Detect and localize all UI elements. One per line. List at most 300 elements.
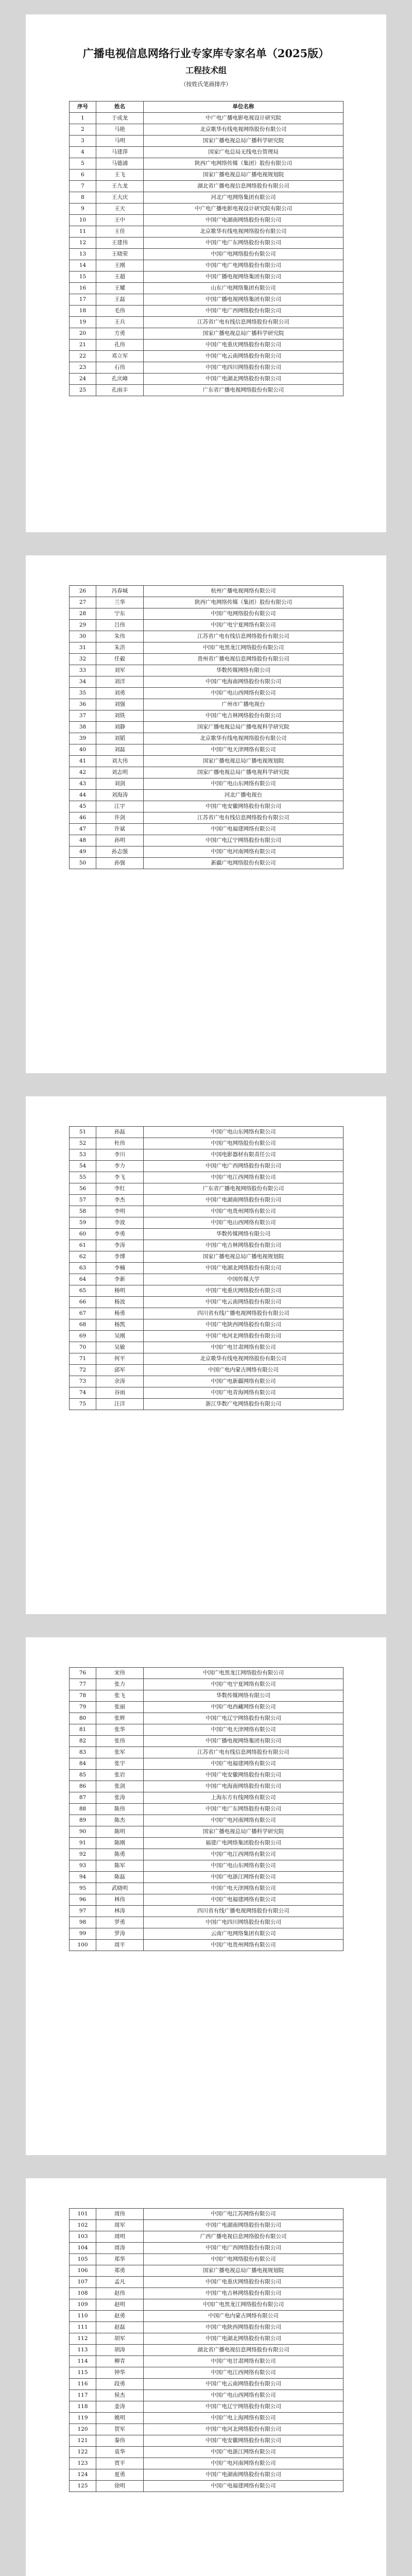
row-index: 104 — [70, 2243, 96, 2254]
table-row — [70, 1906, 344, 1917]
row-index: 24 — [70, 374, 96, 385]
expert-name: 张涛 — [96, 1792, 144, 1804]
expert-name: 李博 — [96, 1251, 144, 1263]
table-row — [70, 226, 344, 238]
row-index: 88 — [70, 1804, 96, 1815]
row-index: 98 — [70, 1917, 96, 1928]
expert-name: 王建伟 — [96, 238, 144, 249]
row-index: 9 — [70, 204, 96, 215]
row-index: 92 — [70, 1849, 96, 1860]
table-row — [70, 1297, 344, 1308]
organization-name: 中国广电安徽网络股份有限公司 — [144, 801, 344, 812]
organization-name: 国家广播电视总局广播科学研究院 — [144, 328, 344, 340]
organization-name: 华数传媒网络有限公司 — [144, 1229, 344, 1240]
table-row — [70, 1172, 344, 1183]
index-column-header: 序号 — [70, 101, 96, 113]
organization-name: 国家广播电视总局广播科学研究院 — [144, 135, 344, 147]
table-row — [70, 676, 344, 688]
table-row — [70, 790, 344, 801]
organization-name: 中国广电天津网络有限公司 — [144, 744, 344, 756]
organization-name: 四川省有线广播电视网络股份有限公司 — [144, 1308, 344, 1319]
table-row — [70, 2265, 344, 2277]
organization-name: 上海东方有线网络有限公司 — [144, 1792, 344, 1804]
table-row — [70, 1353, 344, 1365]
table-row — [70, 801, 344, 812]
organization-name: 中国广电贵州网络有限公司 — [144, 1206, 344, 1217]
organization-name: 华数传媒网络有限公司 — [144, 665, 344, 676]
row-index: 125 — [70, 2481, 96, 2492]
organization-name: 中国广播电视网络集团有限公司 — [144, 272, 344, 283]
organization-name: 中国广电宁夏网络有限公司 — [144, 620, 344, 631]
row-index: 59 — [70, 1217, 96, 1229]
table-row — [70, 272, 344, 283]
expert-name: 刘韬 — [96, 733, 144, 744]
row-index: 14 — [70, 260, 96, 272]
table-row — [70, 238, 344, 249]
table-row — [70, 1713, 344, 1724]
row-index: 89 — [70, 1815, 96, 1826]
expert-name: 王佳 — [96, 226, 144, 238]
organization-name: 中国广电陕西网络股份有限公司 — [144, 1319, 344, 1331]
expert-name: 贺军 — [96, 2424, 144, 2435]
expert-name: 罗涛 — [96, 1928, 144, 1940]
row-index: 17 — [70, 294, 96, 306]
organization-name: 中国广电云南网络股份有限公司 — [144, 1297, 344, 1308]
document-page-1 — [26, 14, 386, 532]
expert-name: 刘洋 — [96, 676, 144, 688]
expert-name: 赵伟 — [96, 2288, 144, 2299]
expert-name: 李川 — [96, 1149, 144, 1161]
expert-name: 李红 — [96, 1183, 144, 1195]
expert-name: 余涛 — [96, 1376, 144, 1387]
organization-name: 北京歌华有线电视网络股份有限公司 — [144, 226, 344, 238]
row-index: 56 — [70, 1183, 96, 1195]
organization-name: 中国广电网络股份有限公司 — [144, 1138, 344, 1149]
row-index: 85 — [70, 1770, 96, 1781]
table-row — [70, 1376, 344, 1387]
organization-name: 中国广电广西网络股份有限公司 — [144, 306, 344, 317]
table-row — [70, 812, 344, 824]
expert-name: 吕伟 — [96, 620, 144, 631]
expert-name: 夏勇 — [96, 2469, 144, 2481]
organization-name: 江苏省广电有线信息网络股份有限公司 — [144, 812, 344, 824]
row-index: 121 — [70, 2435, 96, 2447]
table-row — [70, 586, 344, 597]
organization-name: 中国广电安徽网络股份有限公司 — [144, 2435, 344, 2447]
expert-name: 李楠 — [96, 1263, 144, 1274]
table-row — [70, 1308, 344, 1319]
table-row — [70, 158, 344, 170]
organization-name: 中国广电广东网络股份有限公司 — [144, 1804, 344, 1815]
table-row — [70, 1285, 344, 1297]
table-row — [70, 744, 344, 756]
expert-name: 马建萍 — [96, 147, 144, 158]
table-row — [70, 362, 344, 374]
row-index: 103 — [70, 2231, 96, 2243]
table-row — [70, 722, 344, 733]
expert-name: 武晓明 — [96, 1883, 144, 1894]
expert-name: 钟华 — [96, 2367, 144, 2379]
table-row — [70, 2469, 344, 2481]
row-index: 45 — [70, 801, 96, 812]
organization-name: 中国广电重庆网络股份有限公司 — [144, 2277, 344, 2288]
row-index: 51 — [70, 1127, 96, 1138]
row-index: 95 — [70, 1883, 96, 1894]
expert-name: 张飞 — [96, 1690, 144, 1702]
expert-name: 陈杰 — [96, 1815, 144, 1826]
organization-name: 中国广电重庆网络股份有限公司 — [144, 1285, 344, 1297]
row-index: 49 — [70, 846, 96, 858]
expert-name: 林伟 — [96, 1894, 144, 1906]
row-index: 6 — [70, 170, 96, 181]
row-index: 82 — [70, 1736, 96, 1747]
expert-name: 李勇 — [96, 1229, 144, 1240]
table-row — [70, 2220, 344, 2231]
table-row — [70, 1668, 344, 1679]
expert-name: 何平 — [96, 1353, 144, 1365]
expert-name: 邓立军 — [96, 351, 144, 362]
table-row — [70, 2231, 344, 2243]
organization-name: 中国广电江苏网络有限公司 — [144, 2209, 344, 2220]
organization-name: 中国广电福建网络有限公司 — [144, 1894, 344, 1906]
table-row — [70, 2209, 344, 2220]
organization-name: 中国广电河南网络有限公司 — [144, 1815, 344, 1826]
expert-name: 毛伟 — [96, 306, 144, 317]
expert-name: 李涛 — [96, 1240, 144, 1251]
table-row — [70, 858, 344, 869]
expert-name: 陈勇 — [96, 1849, 144, 1860]
organization-name: 中国广电湖北网络股份有限公司 — [144, 374, 344, 385]
organization-name: 国家广播电视总局广播电视科学研究院 — [144, 722, 344, 733]
table-row — [70, 1894, 344, 1906]
table-row — [70, 1928, 344, 1940]
organization-name: 杭州广播电视网络有限公司 — [144, 586, 344, 597]
table-row — [70, 733, 344, 744]
organization-name: 中国广电湖南网络股份有限公司 — [144, 2469, 344, 2481]
organization-name: 中国广电河北网络股份有限公司 — [144, 2424, 344, 2435]
table-row — [70, 835, 344, 846]
organization-name: 中国广电内蒙古网络有限公司 — [144, 2311, 344, 2322]
row-index: 76 — [70, 1668, 96, 1679]
organization-name: 中国广电福建网络有限公司 — [144, 824, 344, 835]
table-row — [70, 1747, 344, 1758]
table-row — [70, 597, 344, 608]
expert-name: 吴敏 — [96, 1342, 144, 1353]
row-index: 33 — [70, 665, 96, 676]
table-row — [70, 306, 344, 317]
expert-name: 谷雨 — [96, 1387, 144, 1399]
row-index: 16 — [70, 283, 96, 294]
table-row — [70, 2322, 344, 2333]
table-row — [70, 147, 344, 158]
expert-name: 张华 — [96, 1724, 144, 1736]
row-index: 53 — [70, 1149, 96, 1161]
row-index: 120 — [70, 2424, 96, 2435]
table-row — [70, 665, 344, 676]
row-index: 107 — [70, 2277, 96, 2288]
row-index: 117 — [70, 2390, 96, 2401]
expert-name: 王刚 — [96, 260, 144, 272]
row-index: 108 — [70, 2288, 96, 2299]
table-row — [70, 2288, 344, 2299]
row-index: 50 — [70, 858, 96, 869]
organization-name: 中国电影器材有限责任公司 — [144, 1149, 344, 1161]
organization-name: 华数传媒网络有限公司 — [144, 1690, 344, 1702]
table-row — [70, 1860, 344, 1872]
document-page-5 — [26, 2178, 386, 2576]
row-index: 52 — [70, 1138, 96, 1149]
expert-name: 杜伟 — [96, 1138, 144, 1149]
organization-name: 北京歌华有线电视网络股份有限公司 — [144, 124, 344, 135]
organization-name: 中国广电新疆网络有限公司 — [144, 1376, 344, 1387]
table-row — [70, 2447, 344, 2458]
expert-name: 王中 — [96, 215, 144, 226]
expert-table — [69, 2208, 344, 2492]
row-index: 73 — [70, 1376, 96, 1387]
table-row — [70, 2254, 344, 2265]
organization-name: 中国广电浙江网络有限公司 — [144, 1872, 344, 1883]
expert-name: 徐明 — [96, 2481, 144, 2492]
organization-name: 中国广电青海网络有限公司 — [144, 1387, 344, 1399]
row-index: 48 — [70, 835, 96, 846]
table-row — [70, 1872, 344, 1883]
organization-name: 中国广电辽宁网络股份有限公司 — [144, 2401, 344, 2413]
row-index: 15 — [70, 272, 96, 283]
row-index: 34 — [70, 676, 96, 688]
expert-name: 贾平 — [96, 2458, 144, 2469]
expert-name: 姜涛 — [96, 2401, 144, 2413]
expert-name: 李新 — [96, 1274, 144, 1285]
organization-name: 中国广电辽宁网络股份有限公司 — [144, 835, 344, 846]
expert-name: 吴刚 — [96, 1331, 144, 1342]
table-row — [70, 124, 344, 135]
expert-name: 兰华 — [96, 597, 144, 608]
row-index: 84 — [70, 1758, 96, 1770]
expert-name: 江宇 — [96, 801, 144, 812]
row-index: 19 — [70, 317, 96, 328]
row-index: 66 — [70, 1297, 96, 1308]
table-row — [70, 215, 344, 226]
organization-name: 国家广播电视总局广播科学研究院 — [144, 1826, 344, 1838]
organization-name: 湖北省广播电视信息网络股份有限公司 — [144, 2345, 344, 2356]
row-index: 83 — [70, 1747, 96, 1758]
organization-name: 中国广电江西网络有限公司 — [144, 1849, 344, 1860]
row-index: 80 — [70, 1713, 96, 1724]
row-index: 123 — [70, 2458, 96, 2469]
table-row — [70, 2435, 344, 2447]
table-row — [70, 778, 344, 790]
table-row — [70, 1161, 344, 1172]
organization-name: 中国广电湖南网络股份有限公司 — [144, 2220, 344, 2231]
expert-name: 刘剑 — [96, 778, 144, 790]
expert-name: 段勇 — [96, 2379, 144, 2390]
row-index: 114 — [70, 2356, 96, 2367]
row-index: 26 — [70, 586, 96, 597]
organization-name: 国家广播电视总局广播电视规划院 — [144, 170, 344, 181]
table-row — [70, 846, 344, 858]
expert-name: 陈刚 — [96, 1838, 144, 1849]
row-index: 110 — [70, 2311, 96, 2322]
organization-name: 江苏省广电有线信息网络股份有限公司 — [144, 1747, 344, 1758]
org-column-header: 单位名称 — [144, 101, 344, 113]
document-page-3 — [26, 1096, 386, 1614]
row-index: 119 — [70, 2413, 96, 2424]
organization-name: 中国广电广西网络股份有限公司 — [144, 1161, 344, 1172]
table-row — [70, 688, 344, 699]
row-index: 81 — [70, 1724, 96, 1736]
table-row — [70, 1365, 344, 1376]
expert-name: 李杰 — [96, 1195, 144, 1206]
table-row — [70, 2277, 344, 2288]
organization-name: 陕西广电网络传媒（集团）股份有限公司 — [144, 158, 344, 170]
table-row — [70, 1702, 344, 1713]
row-index: 21 — [70, 340, 96, 351]
expert-name: 刘铁 — [96, 710, 144, 722]
organization-name: 中国广电网络股份有限公司 — [144, 608, 344, 620]
expert-name: 陈明 — [96, 1826, 144, 1838]
expert-name: 赵勇 — [96, 2311, 144, 2322]
organization-name: 国家广播电视总局广播电视规划院 — [144, 756, 344, 767]
expert-name: 林涛 — [96, 1906, 144, 1917]
organization-name: 中国广电黑龙江网络股份有限公司 — [144, 1668, 344, 1679]
table-row — [70, 2379, 344, 2390]
table-row — [70, 1240, 344, 1251]
row-index: 41 — [70, 756, 96, 767]
expert-name: 刘强 — [96, 699, 144, 710]
row-index: 86 — [70, 1781, 96, 1792]
organization-name: 中国广电上海网络有限公司 — [144, 2413, 344, 2424]
row-index: 22 — [70, 351, 96, 362]
row-index: 55 — [70, 1172, 96, 1183]
row-index: 23 — [70, 362, 96, 374]
row-index: 102 — [70, 2220, 96, 2231]
table-row — [70, 204, 344, 215]
table-row — [70, 1217, 344, 1229]
organization-name: 中国广电天津网络有限公司 — [144, 1883, 344, 1894]
table-row — [70, 824, 344, 835]
organization-name: 山东广电网络集团有限公司 — [144, 283, 344, 294]
table-row — [70, 620, 344, 631]
row-index: 7 — [70, 181, 96, 192]
row-index: 44 — [70, 790, 96, 801]
row-index: 64 — [70, 1274, 96, 1285]
organization-name: 广东省广播电视网络股份有限公司 — [144, 385, 344, 396]
table-row — [70, 1758, 344, 1770]
organization-name: 中国广电甘肃网络有限公司 — [144, 2356, 344, 2367]
organization-name: 中国广电河南网络有限公司 — [144, 2458, 344, 2469]
expert-name: 刘志明 — [96, 767, 144, 778]
table-row — [70, 351, 344, 362]
row-index: 109 — [70, 2299, 96, 2311]
table-row — [70, 1940, 344, 1951]
organization-name: 中国广电内蒙古网络有限公司 — [144, 1365, 344, 1376]
table-row — [70, 1826, 344, 1838]
row-index: 77 — [70, 1679, 96, 1690]
expert-name: 许剑 — [96, 812, 144, 824]
expert-name: 周涛 — [96, 2243, 144, 2254]
expert-name: 罗勇 — [96, 1917, 144, 1928]
organization-name: 中国广电广东网络股份有限公司 — [144, 238, 344, 249]
organization-name: 国家广电总局无线电台管理局 — [144, 147, 344, 158]
expert-name: 胡涛 — [96, 2345, 144, 2356]
expert-name: 冯春城 — [96, 586, 144, 597]
document-title: 广播电视信息网络行业专家库专家名单（2025版） — [82, 47, 330, 60]
expert-name: 马明 — [96, 135, 144, 147]
organization-name: 中国广电西藏网络有限公司 — [144, 1702, 344, 1713]
table-row — [70, 1127, 344, 1138]
organization-name: 中国广电湖北网络股份有限公司 — [144, 2333, 344, 2345]
expert-name: 刘大伟 — [96, 756, 144, 767]
expert-name: 刘勇 — [96, 688, 144, 699]
section-title: 工程技术组 — [185, 65, 227, 75]
table-row — [70, 170, 344, 181]
expert-name: 宋伟 — [96, 1668, 144, 1679]
expert-name: 朱洪 — [96, 642, 144, 654]
expert-name: 于成龙 — [96, 113, 144, 124]
organization-name: 中国广电重庆网络股份有限公司 — [144, 340, 344, 351]
table-row — [70, 2458, 344, 2469]
table-row — [70, 631, 344, 642]
organization-name: 国家广播电视总局广播电视规划院 — [144, 1251, 344, 1263]
organization-name: 中国广电浙江网络有限公司 — [144, 2447, 344, 2458]
organization-name: 中国广电海南网络股份有限公司 — [144, 676, 344, 688]
expert-name: 方勇 — [96, 328, 144, 340]
table-row — [70, 767, 344, 778]
row-index: 27 — [70, 597, 96, 608]
expert-name: 李波 — [96, 1217, 144, 1229]
table-row — [70, 2333, 344, 2345]
expert-name: 石伟 — [96, 362, 144, 374]
row-index: 68 — [70, 1319, 96, 1331]
row-index: 124 — [70, 2469, 96, 2481]
table-row — [70, 654, 344, 665]
row-index: 25 — [70, 385, 96, 396]
row-index: 101 — [70, 2209, 96, 2220]
table-row — [70, 385, 344, 396]
table-row — [70, 283, 344, 294]
row-index: 32 — [70, 654, 96, 665]
organization-name: 浙江华数广电网络股份有限公司 — [144, 1399, 344, 1410]
row-index: 69 — [70, 1331, 96, 1342]
organization-name: 中国广电山东网络有限公司 — [144, 778, 344, 790]
organization-name: 中国广电广电网络股份有限公司 — [144, 260, 344, 272]
organization-name: 广东省广播电视网络股份有限公司 — [144, 1183, 344, 1195]
document-page-2 — [26, 555, 386, 1073]
table-row — [70, 1251, 344, 1263]
organization-name: 贵州省广播电视信息网络股份有限公司 — [144, 654, 344, 665]
expert-name: 孙磊 — [96, 1127, 144, 1138]
row-index: 79 — [70, 1702, 96, 1713]
row-index: 90 — [70, 1826, 96, 1838]
table-row — [70, 340, 344, 351]
expert-name: 赵明 — [96, 2299, 144, 2311]
table-row — [70, 2481, 344, 2492]
expert-name: 周平 — [96, 1940, 144, 1951]
row-index: 70 — [70, 1342, 96, 1353]
expert-name: 周军 — [96, 2220, 144, 2231]
expert-name: 李飞 — [96, 1172, 144, 1183]
organization-name: 中广电广播电影电视设计研究院 — [144, 113, 344, 124]
organization-name: 广西广播电视信息网络股份有限公司 — [144, 2231, 344, 2243]
organization-name: 中国广电天津网络有限公司 — [144, 1724, 344, 1736]
table-row — [70, 710, 344, 722]
table-row — [70, 113, 344, 124]
expert-table — [69, 585, 344, 869]
expert-name: 张伟 — [96, 1736, 144, 1747]
table-row — [70, 135, 344, 147]
expert-name: 杨凯 — [96, 1319, 144, 1331]
organization-name: 中国广电陕西网络股份有限公司 — [144, 2322, 344, 2333]
